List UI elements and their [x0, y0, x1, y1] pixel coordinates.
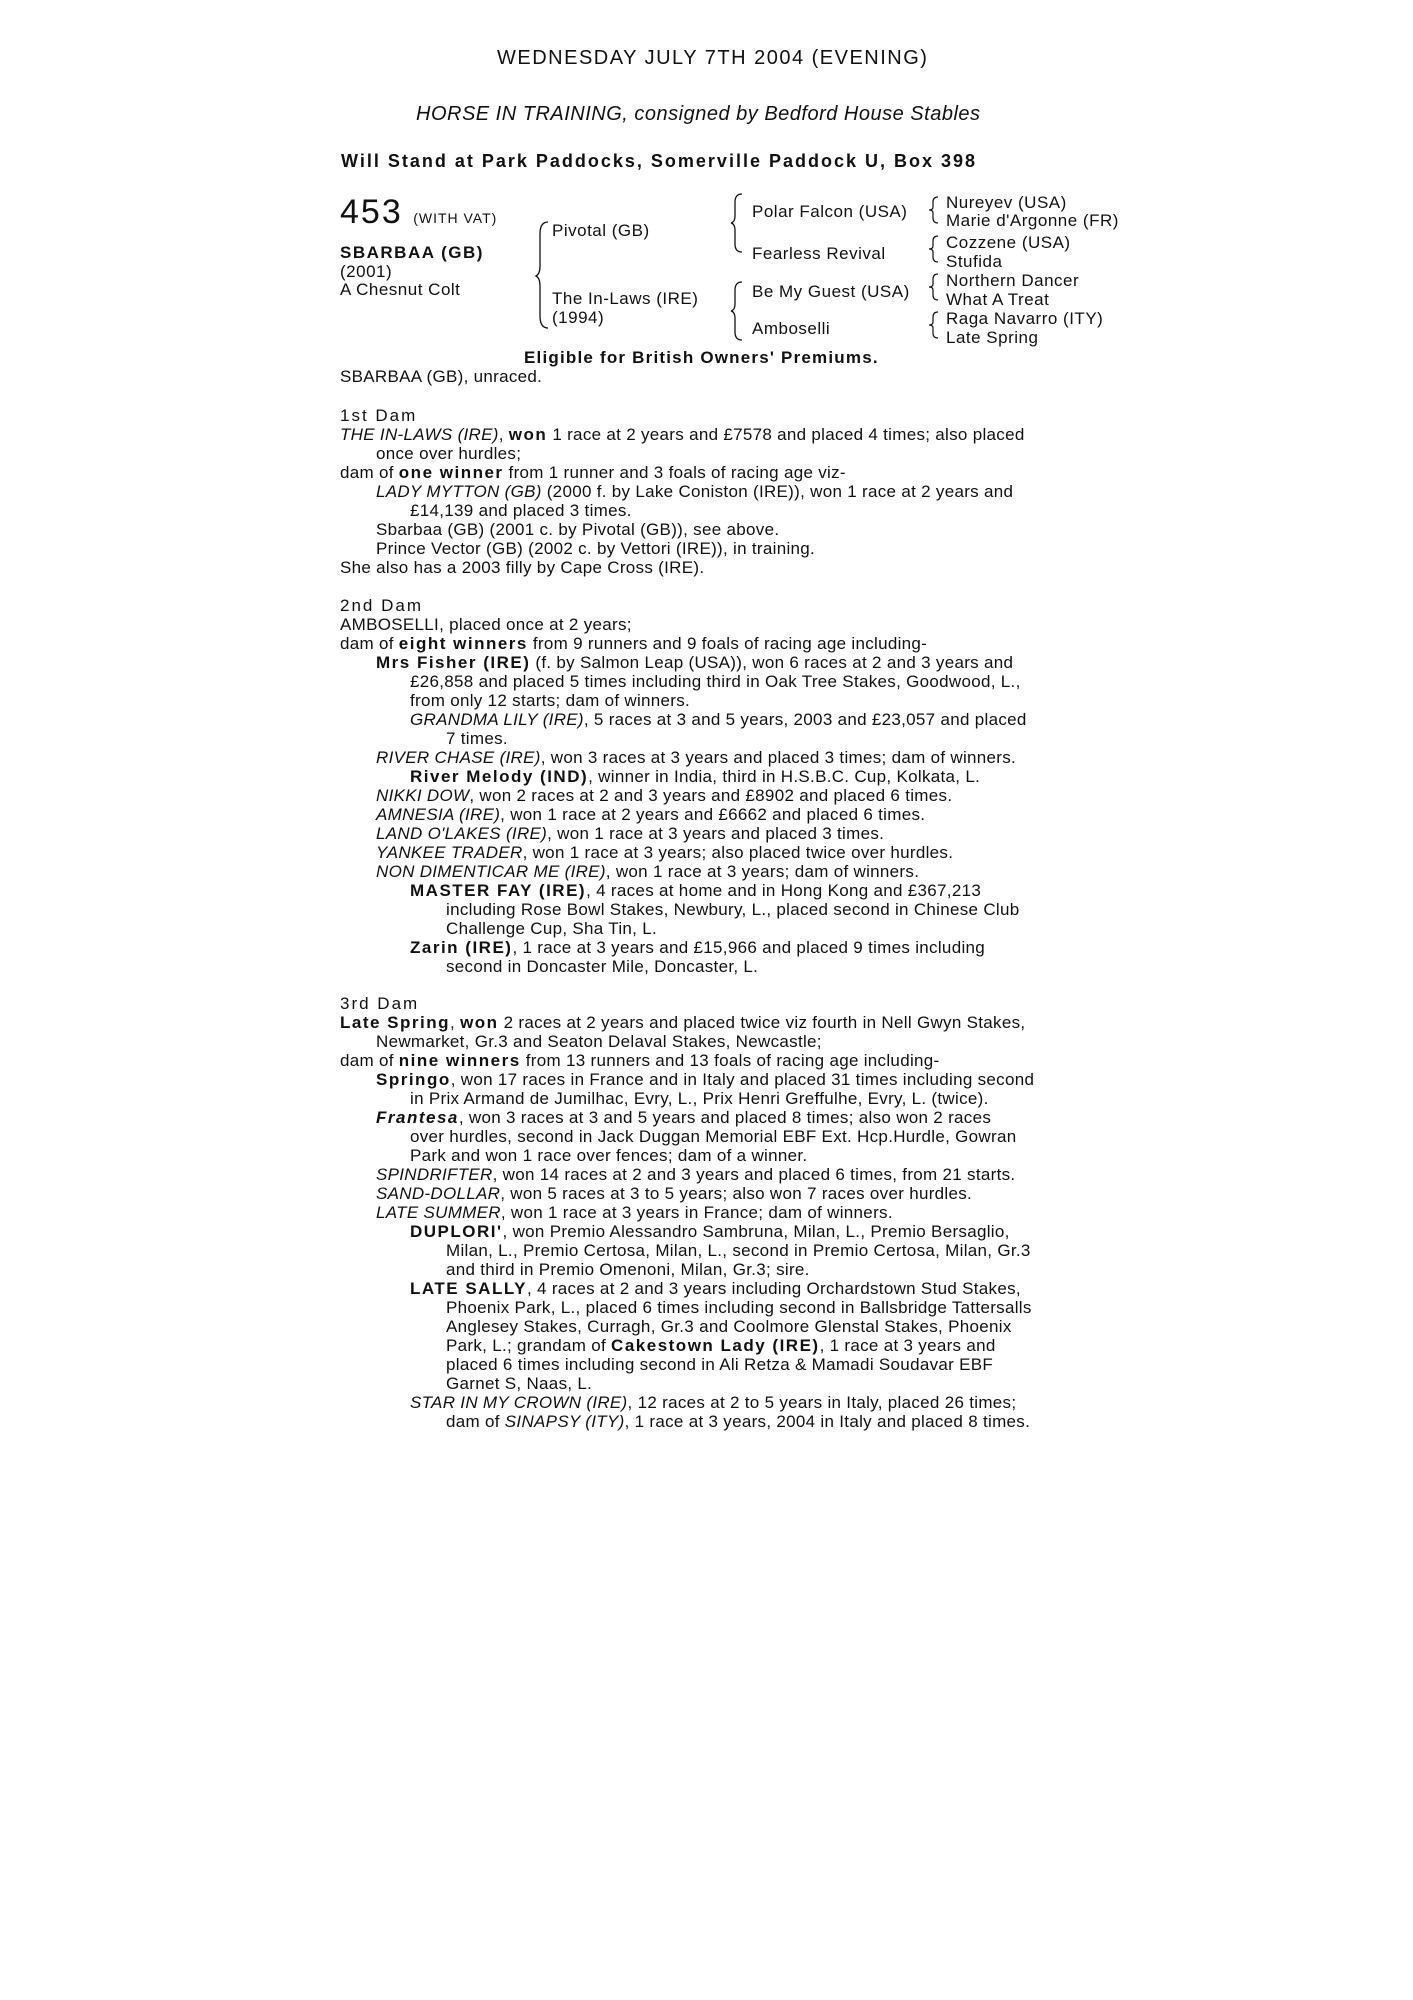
dam-year: (1994): [552, 308, 605, 327]
third-dam-line: Newmarket, Gr.3 and Seaton Delaval Stakes, Newcastle;: [376, 1032, 822, 1051]
great-grandparent-4: Stufida: [946, 252, 1003, 271]
third-dam-heading: 3rd Dam: [340, 994, 420, 1013]
great-grandparent-1: Nureyev (USA): [946, 193, 1067, 212]
third-dam-line: dam of SINAPSY (ITY), 1 race at 3 years, 2004 in Italy and placed 8 times.: [446, 1412, 1031, 1431]
third-dam-line: over hurdles, second in Jack Duggan Memorial EBF Ext. Hcp.Hurdle, Gowran: [410, 1127, 1017, 1146]
consignment-heading: HORSE IN TRAINING, consigned by Bedford House Stables: [416, 103, 981, 125]
first-dam-line: She also has a 2003 filly by Cape Cross (IRE).: [340, 558, 705, 577]
second-dam-line: including Rose Bowl Stakes, Newbury, L., placed second in Chinese Club: [446, 900, 1020, 919]
second-dam-line: River Melody (IND), winner in India, third in H.S.B.C. Cup, Kolkata, L.: [410, 767, 981, 786]
pedigree-brace-sire: [730, 192, 744, 254]
third-dam-line: Frantesa, won 3 races at 3 and 5 years and placed 8 times; also won 2 races: [376, 1108, 992, 1127]
pedigree-brace-g4: [928, 310, 940, 340]
second-dam-line: Zarin (IRE), 1 race at 3 years and £15,966 and placed 9 times including: [410, 938, 986, 957]
great-grandparent-7: Raga Navarro (ITY): [946, 309, 1104, 328]
second-dam-line: YANKEE TRADER, won 1 race at 3 years; also placed twice over hurdles.: [376, 843, 954, 862]
second-dam-line: dam of eight winners from 9 runners and 9 foals of racing age including-: [340, 634, 928, 653]
third-dam-line: LATE SUMMER, won 1 race at 3 years in France; dam of winners.: [376, 1203, 893, 1222]
third-dam-line: Park, L.; grandam of Cakestown Lady (IRE), 1 race at 3 years and: [446, 1336, 996, 1355]
third-dam-line: and third in Premio Omenoni, Milan, Gr.3; sire.: [446, 1260, 810, 1279]
racing-record: SBARBAA (GB), unraced.: [340, 367, 543, 386]
sire-sire-name: Polar Falcon (USA): [752, 202, 908, 221]
sire-dam-name: Fearless Revival: [752, 244, 886, 263]
first-dam-line: once over hurdles;: [376, 444, 522, 463]
third-dam-line: dam of nine winners from 13 runners and 13 foals of racing age including-: [340, 1051, 940, 1070]
second-dam-line: NIKKI DOW, won 2 races at 2 and 3 years and £8902 and placed 6 times.: [376, 786, 953, 805]
third-dam-line: Park and won 1 race over fences; dam of a winner.: [410, 1146, 808, 1165]
second-dam-section: [340, 596, 1027, 976]
second-dam-line: RIVER CHASE (IRE), won 3 races at 3 years and placed 3 times; dam of winners.: [376, 748, 1017, 767]
second-dam-line: Challenge Cup, Sha Tin, L.: [446, 919, 657, 938]
second-dam-line: NON DIMENTICAR ME (IRE), won 1 race at 3 years; dam of winners.: [376, 862, 920, 881]
pedigree-brace-dam: [730, 280, 744, 342]
third-dam-line: Garnet S, Naas, L.: [446, 1374, 593, 1393]
first-dam-line: Sbarbaa (GB) (2001 c. by Pivotal (GB)), see above.: [376, 520, 780, 539]
third-dam-line: Late Spring, won 2 races at 2 years and placed twice viz fourth in Nell Gwyn Stakes,: [340, 1013, 1026, 1032]
eligibility-note: Eligible for British Owners' Premiums.: [524, 348, 879, 367]
third-dam-line: in Prix Armand de Jumilhac, Evry, L., Prix Henri Greffulhe, Evry, L. (twice).: [410, 1089, 989, 1108]
lot-number-block: [340, 193, 497, 232]
sale-date-heading: WEDNESDAY JULY 7TH 2004 (EVENING): [497, 47, 929, 69]
dam-name: The In-Laws (IRE): [552, 289, 699, 308]
second-dam-line: Mrs Fisher (IRE) (f. by Salmon Leap (USA)), won 6 races at 2 and 3 years and: [376, 653, 1014, 672]
second-dam-line: AMBOSELLI, placed once at 2 years;: [340, 615, 632, 634]
location-heading: Will Stand at Park Paddocks, Somerville Paddock U, Box 398: [341, 151, 978, 171]
third-dam-line: Phoenix Park, L., placed 6 times including second in Ballsbridge Tattersalls: [446, 1298, 1032, 1317]
great-grandparent-2: Marie d'Argonne (FR): [946, 211, 1119, 230]
second-dam-line: £26,858 and placed 5 times including third in Oak Tree Stakes, Goodwood, L.,: [410, 672, 1021, 691]
dam-dam-name: Amboselli: [752, 319, 831, 338]
second-dam-line: from only 12 starts; dam of winners.: [410, 691, 691, 710]
third-dam-section: [340, 994, 1034, 1431]
first-dam-line: Prince Vector (GB) (2002 c. by Vettori (IRE)), in training.: [376, 539, 816, 558]
first-dam-line: dam of one winner from 1 runner and 3 foals of racing age viz-: [340, 463, 846, 482]
sire-name: Pivotal (GB): [552, 221, 650, 240]
great-grandparent-5: Northern Dancer: [946, 271, 1080, 290]
first-dam-line: THE IN-LAWS (IRE), won 1 race at 2 years and £7578 and placed 4 times; also placed: [340, 425, 1025, 444]
third-dam-line: Anglesey Stakes, Curragh, Gr.3 and Coolmore Glenstal Stakes, Phoenix: [446, 1317, 1012, 1336]
third-dam-line: SPINDRIFTER, won 14 races at 2 and 3 years and placed 6 times, from 21 starts.: [376, 1165, 1016, 1184]
first-dam-line: £14,139 and placed 3 times.: [410, 501, 632, 520]
great-grandparent-3: Cozzene (USA): [946, 233, 1071, 252]
pedigree-brace-g2: [928, 234, 940, 264]
second-dam-line: AMNESIA (IRE), won 1 race at 2 years and £6662 and placed 6 times.: [376, 805, 926, 824]
third-dam-line: placed 6 times including second in Ali Retza & Mamadi Soudavar EBF: [446, 1355, 994, 1374]
third-dam-line: Milan, L., Premio Certosa, Milan, L., second in Premio Certosa, Milan, Gr.3: [446, 1241, 1031, 1260]
second-dam-line: second in Doncaster Mile, Doncaster, L.: [446, 957, 759, 976]
second-dam-line: MASTER FAY (IRE), 4 races at home and in Hong Kong and £367,213: [410, 881, 982, 900]
first-dam-heading: 1st Dam: [340, 406, 418, 425]
second-dam-line: 7 times.: [446, 729, 508, 748]
pedigree-brace-g3: [928, 272, 940, 302]
third-dam-line: LATE SALLY, 4 races at 2 and 3 years including Orchardstown Stud Stakes,: [410, 1279, 1021, 1298]
third-dam-line: STAR IN MY CROWN (IRE), 12 races at 2 to 5 years in Italy, placed 26 times;: [410, 1393, 1017, 1412]
vat-label: (WITH VAT): [413, 210, 498, 226]
first-dam-section: [340, 406, 1025, 577]
third-dam-line: DUPLORI', won Premio Alessandro Sambruna, Milan, L., Premio Bersaglio,: [410, 1222, 1010, 1241]
dam-sire-name: Be My Guest (USA): [752, 282, 910, 301]
second-dam-heading: 2nd Dam: [340, 596, 423, 615]
horse-description: A Chesnut Colt: [340, 280, 461, 299]
lot-number: 453: [340, 193, 403, 231]
first-dam-line: LADY MYTTON (GB) (2000 f. by Lake Coniston (IRE)), won 1 race at 2 years and: [376, 482, 1014, 501]
horse-year: (2001): [340, 262, 393, 281]
third-dam-line: SAND-DOLLAR, won 5 races at 3 to 5 years; also won 7 races over hurdles.: [376, 1184, 973, 1203]
second-dam-line: LAND O'LAKES (IRE), won 1 race at 3 years and placed 3 times.: [376, 824, 885, 843]
pedigree-brace-g1: [928, 195, 940, 225]
horse-name: SBARBAA (GB): [340, 243, 484, 262]
great-grandparent-8: Late Spring: [946, 328, 1039, 347]
third-dam-line: Springo, won 17 races in France and in Italy and placed 31 times including second: [376, 1070, 1035, 1089]
pedigree-brace-main: [536, 220, 550, 330]
second-dam-line: GRANDMA LILY (IRE), 5 races at 3 and 5 years, 2003 and £23,057 and placed: [410, 710, 1027, 729]
great-grandparent-6: What A Treat: [946, 290, 1050, 309]
